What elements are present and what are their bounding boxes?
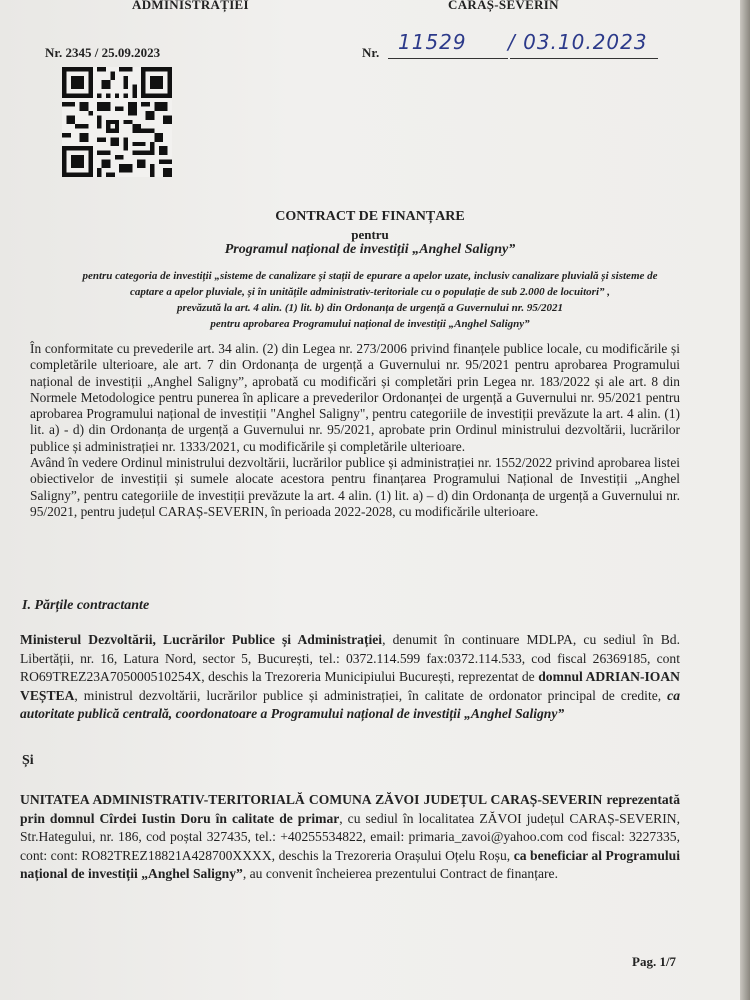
contract-title: CONTRACT DE FINANȚARE: [275, 209, 465, 224]
registration-number-left: Nr. 2345 / 25.09.2023: [45, 45, 161, 60]
header-left-org: ADMINISTRAȚIEI: [132, 0, 249, 12]
party2-details-2: , au convenit încheierea prezentului Contract de finanțare.: [242, 866, 558, 882]
handwritten-number: 11529: [398, 30, 467, 54]
conjunction-and: Și: [22, 753, 34, 768]
preamble: [30, 341, 680, 520]
party1-role: ca autoritate publică centrală, coordonatoare a Programului național de investiții „Anghel Saligny”: [20, 687, 680, 722]
contract-title-for: pentru: [351, 227, 389, 242]
party1-name: Ministerul Dezvoltării, Lucrărilor Publice și Administrației: [20, 632, 383, 647]
party-ministry: [20, 631, 680, 724]
party2-role: ca beneficiar al Programului național de investiții „Anghel Saligny”: [20, 847, 681, 882]
party-beneficiary: [20, 791, 680, 884]
page-number: Pag. 1/7: [632, 954, 677, 969]
party2-details: , cu sediul în localitatea ZĂVOI județul CARAȘ-SEVERIN, Str.Hategului, nr. 186, cod poștal 327435, tel.: +40255534822, email: primaria_zavoi@yahoo.com cod fiscal: 3227335, cont: cont: RO82TREZ18821A428700XXXX, deschis la Trezoreria Orașului Oțelu Roșu,: [20, 810, 680, 863]
party1-details: , denumit în continuare MDLPA, cu sediul în Bd. Libertății, nr. 16, Latura Nord, sector 5, București, tel.: 0372.114.599 fax:0372.114.533, cod fiscal 26369185, cont RO69TREZ23A705000510254X, deschis la Trezoreria Municipiului București, reprezentat de: [20, 632, 680, 685]
page-edge-shadow: [740, 0, 750, 1000]
handwritten-date: / 03.10.2023: [508, 30, 648, 54]
preamble-paragraph-1: În conformitate cu prevederile art. 34 alin. (2) din Legea nr. 273/2006 privind finanțele publice locale, cu modificările și completările ulterioare, ale art. 7 din Ordonanța de urgență a Guvernului nr. 95/2021 pentru aprobarea Programului național de investiții „Anghel Saligny”, aprobată cu modificări și completări prin Legea nr. 183/2022 și ale art. 8 din Normele Metodologice pentru punerea în aplicare a prevederilor Ordonanței de urgență a Guvernului nr. 95/2021 pentru aprobarea Programului național de investiții "Anghel Saligny", pentru categoriile de investiții prevăzute la art. 4 alin. (1) lit. a) - d) din Ordonanța de urgență a Guvernului nr. 95/2021, aprobate prin Ordinul ministrului dezvoltării, lucrărilor publice și administrației nr. 1333/2021, cu modificările și completările ulterioare.: [30, 341, 680, 454]
party1-representative: domnul ADRIAN-IOAN VEȘTEA: [20, 669, 680, 703]
subtitle-line-1: pentru categoria de investiții „sisteme de canalizare și stații de epurare a apelor uzate, inclusiv canalizare pluvială și sisteme de: [82, 270, 658, 282]
program-title: Programul național de investiții „Anghel Saligny”: [224, 242, 516, 257]
subtitle-line-3: prevăzută la art. 4 alin. (1) lit. b) din Ordonanța de urgență a Guvernului nr. 95/2021: [177, 302, 563, 314]
header-right-org: CARAȘ-SEVERIN: [448, 0, 559, 12]
subtitle-line-4: pentru aprobarea Programului național de investiții „Anghel Saligny”: [210, 318, 530, 330]
subtitle-line-2: captare a apelor pluviale, și în unitățile administrativ-teritoriale cu o populație de sub 2.000 de locuitori” ,: [129, 286, 611, 298]
preamble-paragraph-2: Având în vedere Ordinul ministrului dezvoltării, lucrărilor publice și administrației nr. 1552/2022 privind aprobarea listei obiectivelor de investiții și sumele alocate acestora pentru finanțarea Programului Național de Investiții „Anghel Saligny”, pentru categoriile de investiții prevăzute la art. 4 alin. (1) lit. a) – d) din Ordonanța de urgență a Guvernului nr. 95/2021, pentru județul CARAȘ-SEVERIN, în perioada 2022-2028, cu modificările ulterioare.: [30, 455, 680, 519]
section-title-parties: I. Părțile contractante: [22, 598, 150, 613]
party1-details-2: , ministrul dezvoltării, lucrărilor publice și administrației, în calitate de ordonator principal de credite,: [74, 687, 668, 703]
qr-code-image: [58, 67, 176, 177]
registration-number-prefix: Nr.: [362, 45, 380, 60]
party2-name: UNITATEA ADMINISTRATIV-TERITORIALĂ COMUNA ZĂVOI JUDEȚUL CARAȘ-SEVERIN reprezentată prin domnul Cîrdei Iustin Doru în calitate de primar: [20, 792, 680, 826]
